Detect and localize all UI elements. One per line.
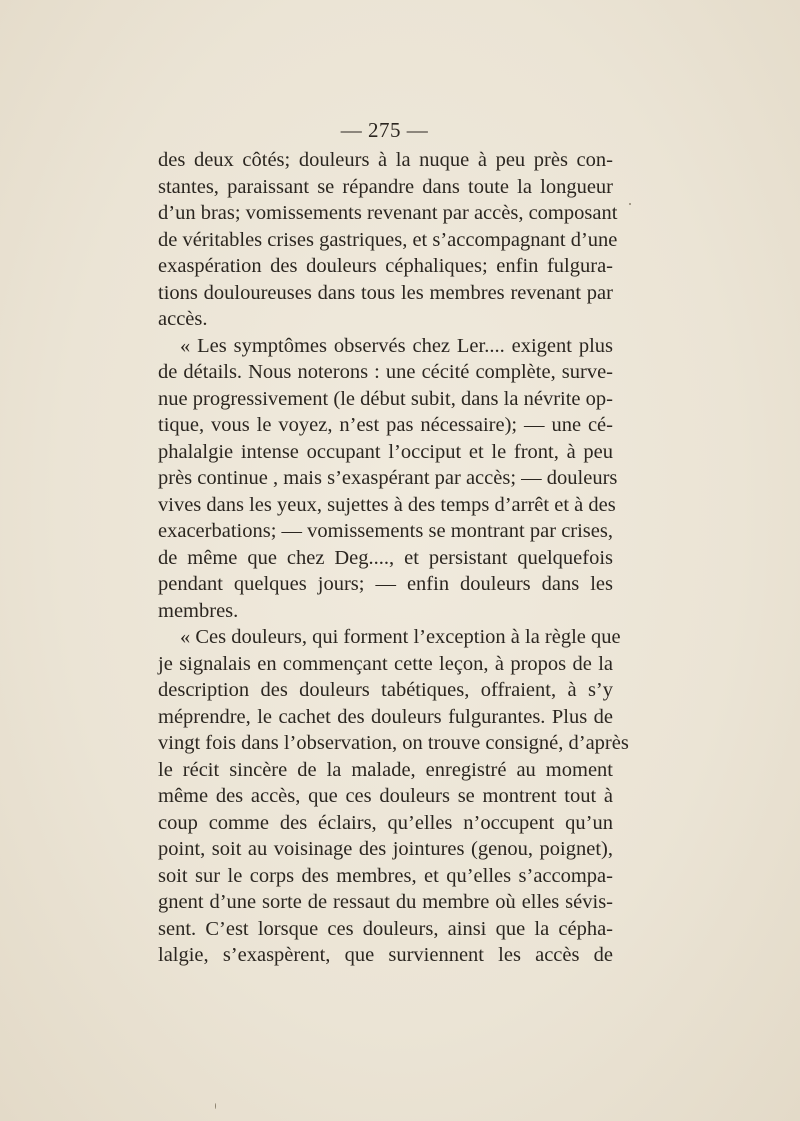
text-line: le récit sincère de la malade, enregistré au moment bbox=[158, 758, 613, 781]
text-line: description des douleurs tabétiques, offraient, à s’y bbox=[158, 679, 613, 701]
text-line: nue progressivement (le début subit, dans la névrite op- bbox=[158, 387, 613, 410]
paper-speck bbox=[215, 1103, 216, 1109]
text-line: même des accès, que ces douleurs se montrent tout à bbox=[158, 785, 613, 807]
text-line: membres. bbox=[158, 599, 239, 622]
text-line: exacerbations; — vomissements se montrant par crises, bbox=[158, 520, 613, 542]
text-line: vives dans les yeux, sujettes à des temps d’arrêt et à des bbox=[158, 493, 616, 516]
text-line: près continue , mais s’exaspérant par accès; — douleurs bbox=[158, 467, 618, 489]
body-text bbox=[158, 147, 629, 969]
text-line: de même que chez Deg...., et persistant quelquefois bbox=[158, 546, 613, 569]
text-line: coup comme des éclairs, qu’elles n’occupent qu’un bbox=[158, 811, 613, 834]
page-number: — 275 — bbox=[340, 118, 429, 142]
text-line: d’un bras; vomissements revenant par accès, composant bbox=[158, 202, 618, 224]
text-line: vingt fois dans l’observation, on trouve consigné, d’après bbox=[158, 732, 629, 754]
text-line: pendant quelques jours; — enfin douleurs dans les bbox=[158, 573, 613, 595]
text-line: de détails. Nous noterons : une cécité complète, surve- bbox=[158, 361, 613, 383]
text-line: accès. bbox=[158, 308, 208, 330]
text-line: méprendre, le cachet des douleurs fulgurantes. Plus de bbox=[158, 705, 613, 728]
paper-speck bbox=[629, 203, 631, 205]
text-line: gnent d’une sorte de ressaut du membre où elles sévis- bbox=[158, 891, 613, 913]
text-line: tique, vous le voyez, n’est pas nécessaire); — une cé- bbox=[158, 414, 613, 436]
text-line: point, soit au voisinage des jointures (genou, poignet), bbox=[158, 838, 613, 860]
text-line: soit sur le corps des membres, et qu’elles s’accompa- bbox=[158, 864, 613, 887]
text-line: exaspération des douleurs céphaliques; enfin fulgura- bbox=[158, 255, 613, 277]
text-line: stantes, paraissant se répandre dans toute la longueur bbox=[158, 175, 613, 198]
text-line: tions douloureuses dans tous les membres revenant par bbox=[158, 281, 613, 304]
text-line: des deux côtés; douleurs à la nuque à peu près con- bbox=[158, 149, 613, 171]
text-line: phalalgie intense occupant l’occiput et le front, à peu bbox=[158, 440, 613, 463]
text-line: « Les symptômes observés chez Ler.... exigent plus bbox=[180, 334, 613, 357]
text-line: sent. C’est lorsque ces douleurs, ainsi que la cépha- bbox=[158, 917, 613, 940]
text-line: de véritables crises gastriques, et s’accompagnant d’une bbox=[158, 228, 618, 251]
text-line: « Ces douleurs, qui forment l’exception à la règle que bbox=[180, 626, 621, 648]
text-line: je signalais en commençant cette leçon, à propos de la bbox=[158, 652, 613, 675]
text-line: lalgie, s’exaspèrent, que surviennent les accès de bbox=[158, 944, 613, 966]
